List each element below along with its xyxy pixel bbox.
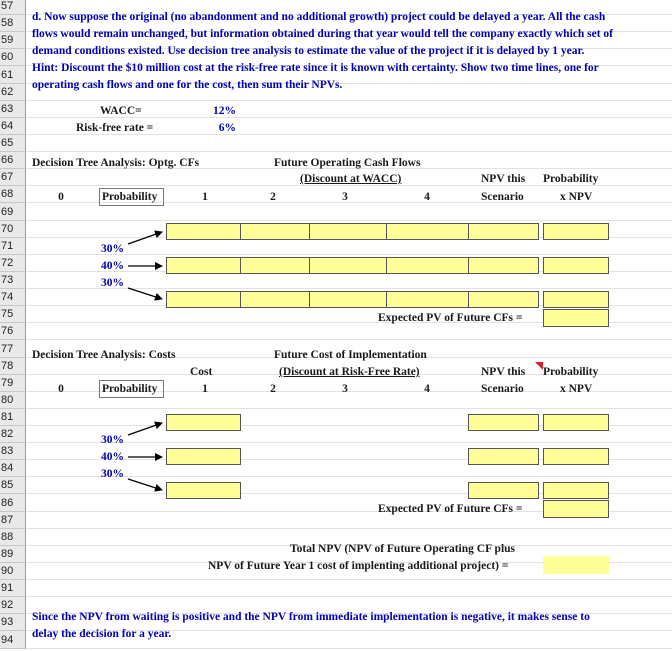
wacc-label: WACC= xyxy=(100,105,142,117)
tree2-s1-cost[interactable] xyxy=(166,414,241,431)
row-header[interactable]: 88 xyxy=(0,529,26,546)
tree1-s1-pnpv[interactable] xyxy=(543,223,609,240)
row-header[interactable]: 65 xyxy=(0,135,26,152)
tree1-s2-y3[interactable] xyxy=(309,257,387,274)
tree2-s1-npv[interactable] xyxy=(468,414,539,431)
tree1-s3-y3[interactable] xyxy=(309,291,387,308)
row-header[interactable]: 64 xyxy=(0,118,26,135)
tree1-col-1: 1 xyxy=(202,191,208,203)
tree1-p3[interactable]: 30% xyxy=(101,277,124,289)
tree2-col-2: 2 xyxy=(270,383,276,395)
row-header[interactable]: 68 xyxy=(0,186,26,203)
row-header[interactable]: 57 xyxy=(0,0,26,15)
question-line-3: demand conditions existed. Use decision tree analysis to estimate the value of the project if it is delayed by 1 year. xyxy=(32,45,585,57)
tree1-npv-this: NPV this xyxy=(481,173,526,185)
question-line-2: flows would remain unchanged, but information obtained during that year would tell the company exactly which set of xyxy=(32,28,613,40)
grid-line xyxy=(26,528,672,529)
row-header[interactable]: 82 xyxy=(0,426,26,443)
grid-line xyxy=(26,579,672,580)
row-header[interactable]: 66 xyxy=(0,152,26,169)
row-header[interactable]: 78 xyxy=(0,358,26,375)
tree2-s3-cost[interactable] xyxy=(166,482,241,499)
tree2-s3-npv[interactable] xyxy=(468,482,539,499)
tree1-prob-box xyxy=(99,188,164,206)
tree2-expected-label: Expected PV of Future CFs = xyxy=(378,503,523,515)
row-header[interactable]: 58 xyxy=(0,15,26,32)
grid-line xyxy=(26,339,672,340)
tree1-s2-y1[interactable] xyxy=(166,257,241,274)
row-header[interactable]: 81 xyxy=(0,409,26,426)
tree1-col-0: 0 xyxy=(58,191,64,203)
row-header[interactable]: 90 xyxy=(0,563,26,580)
tree1-s3-npv[interactable] xyxy=(468,291,539,308)
tree1-expected-label: Expected PV of Future CFs = xyxy=(378,312,523,324)
tree1-s2-npv[interactable] xyxy=(468,257,539,274)
tree2-p2[interactable]: 40% xyxy=(101,451,124,463)
tree1-future-title: Future Operating Cash Flows xyxy=(274,157,421,169)
row-header[interactable]: 62 xyxy=(0,84,26,101)
grid-line xyxy=(26,134,672,135)
grid-line xyxy=(26,220,672,221)
row-header[interactable]: 79 xyxy=(0,375,26,392)
tree1-prob-label: Probability xyxy=(102,191,158,203)
grid-line xyxy=(26,408,672,409)
tree1-s2-y4[interactable] xyxy=(386,257,469,274)
tree1-s3-y1[interactable] xyxy=(166,291,241,308)
tree1-scenario: Scenario xyxy=(481,191,524,203)
tree1-s2-y2[interactable] xyxy=(240,257,310,274)
row-header[interactable]: 69 xyxy=(0,203,26,221)
tree2-col-4: 4 xyxy=(424,383,430,395)
grid-line xyxy=(26,100,672,101)
wacc-value[interactable]: 12% xyxy=(213,105,236,117)
tree1-p1[interactable]: 30% xyxy=(101,243,124,255)
tree2-s2-npv[interactable] xyxy=(468,448,539,465)
question-line-5: operating cash flows and one for the cost, then sum their NPVs. xyxy=(32,79,343,91)
row-header[interactable]: 94 xyxy=(0,631,26,649)
tree1-s1-y2[interactable] xyxy=(240,223,310,240)
tree1-expected-value[interactable] xyxy=(543,309,609,327)
tree1-s2-pnpv[interactable] xyxy=(543,257,609,274)
question-line-1: d. Now suppose the original (no abandonment and no additional growth) project could be delayed a year. All the cash xyxy=(32,11,606,23)
row-header[interactable]: 70 xyxy=(0,221,26,238)
tree2-scenario: Scenario xyxy=(481,383,524,395)
tree1-x-npv: x NPV xyxy=(560,191,593,203)
row-header[interactable]: 85 xyxy=(0,477,26,494)
tree2-s1-pnpv[interactable] xyxy=(543,414,609,431)
rf-value[interactable]: 6% xyxy=(218,122,236,134)
row-header[interactable]: 72 xyxy=(0,255,26,272)
tree2-s2-cost[interactable] xyxy=(166,448,241,465)
row-header[interactable]: 60 xyxy=(0,49,26,66)
rf-label: Risk-free rate = xyxy=(76,122,154,134)
grid-line xyxy=(26,648,672,649)
tree1-s3-y2[interactable] xyxy=(240,291,310,308)
grid-line xyxy=(26,151,672,152)
row-header[interactable]: 61 xyxy=(0,66,26,84)
tree2-x-npv: x NPV xyxy=(560,383,593,395)
comment-indicator-icon[interactable] xyxy=(535,362,543,370)
tree2-col-1: 1 xyxy=(202,383,208,395)
conclusion-line-2: delay the decision for a year. xyxy=(32,628,172,640)
question-line-4: Hint: Discount the $10 million cost at the risk-free rate since it is known with certainty. Show two time lines, one for xyxy=(32,62,599,74)
tree1-s3-y4[interactable] xyxy=(386,291,469,308)
tree1-col-2: 2 xyxy=(270,191,276,203)
row-header[interactable]: 63 xyxy=(0,101,26,118)
row-header[interactable]: 74 xyxy=(0,289,26,306)
tree1-s3-pnpv[interactable] xyxy=(543,291,609,308)
tree1-s1-npv[interactable] xyxy=(468,223,539,240)
total-npv-value[interactable] xyxy=(543,556,609,574)
row-header[interactable]: 67 xyxy=(0,169,26,186)
tree2-expected-value[interactable] xyxy=(543,500,609,518)
tree1-title: Decision Tree Analysis: Optg. CFs xyxy=(32,157,200,169)
tree2-title: Decision Tree Analysis: Costs xyxy=(32,349,176,361)
tree2-prob-box xyxy=(99,380,164,398)
row-header[interactable]: 73 xyxy=(0,272,26,289)
grid-line xyxy=(26,596,672,597)
tree2-s3-pnpv[interactable] xyxy=(543,482,609,499)
tree1-arrow-up xyxy=(128,232,162,244)
tree1-s1-y1[interactable] xyxy=(166,223,241,240)
tree2-p3[interactable]: 30% xyxy=(101,468,124,480)
row-header[interactable]: 77 xyxy=(0,340,26,358)
conclusion-line-1: Since the NPV from waiting is positive and the NPV from immediate implementation is negative, it makes sense to xyxy=(32,611,590,623)
row-header[interactable]: 83 xyxy=(0,443,26,460)
tree1-col-3: 3 xyxy=(342,191,348,203)
tree2-discount: (Discount at Risk-Free Rate) xyxy=(279,366,420,378)
tree2-npv-this: NPV this xyxy=(481,366,526,378)
row-header[interactable]: 75 xyxy=(0,306,26,323)
grid-line xyxy=(26,185,672,186)
row-header[interactable]: 80 xyxy=(0,392,26,409)
tree2-cost: Cost xyxy=(190,366,213,378)
row-header[interactable]: 92 xyxy=(0,597,26,614)
row-header[interactable]: 59 xyxy=(0,32,26,49)
grid-line xyxy=(26,117,672,118)
tree1-p2[interactable]: 40% xyxy=(101,260,124,272)
row-header[interactable]: 76 xyxy=(0,323,26,340)
tree2-col-3: 3 xyxy=(342,383,348,395)
row-header[interactable]: 91 xyxy=(0,580,26,597)
total-line-1: Total NPV (NPV of Future Operating CF plus xyxy=(290,543,516,555)
tree1-s1-y4[interactable] xyxy=(386,223,469,240)
tree1-s1-y3[interactable] xyxy=(309,223,387,240)
tree1-probability: Probability xyxy=(543,173,599,185)
tree2-prob-label: Probability xyxy=(102,383,158,395)
tree1-arrow-down xyxy=(128,288,162,299)
tree1-col-4: 4 xyxy=(424,191,430,203)
tree2-probability: Probability xyxy=(543,366,599,378)
row-header[interactable]: 89 xyxy=(0,546,26,563)
tree2-arrow-down xyxy=(128,479,162,490)
row-header[interactable]: 86 xyxy=(0,494,26,512)
row-header[interactable]: 87 xyxy=(0,512,26,529)
tree2-future-title: Future Cost of Implementation xyxy=(274,349,427,361)
row-header[interactable]: 71 xyxy=(0,238,26,255)
tree2-col-0: 0 xyxy=(58,383,64,395)
total-line-2: NPV of Future Year 1 cost of implenting additional project) = xyxy=(208,560,509,572)
row-header[interactable]: 84 xyxy=(0,460,26,477)
row-header[interactable]: 93 xyxy=(0,614,26,631)
tree1-discount: (Discount at WACC) xyxy=(300,173,402,185)
tree2-s2-pnpv[interactable] xyxy=(543,448,609,465)
tree2-p1[interactable]: 30% xyxy=(101,434,124,446)
